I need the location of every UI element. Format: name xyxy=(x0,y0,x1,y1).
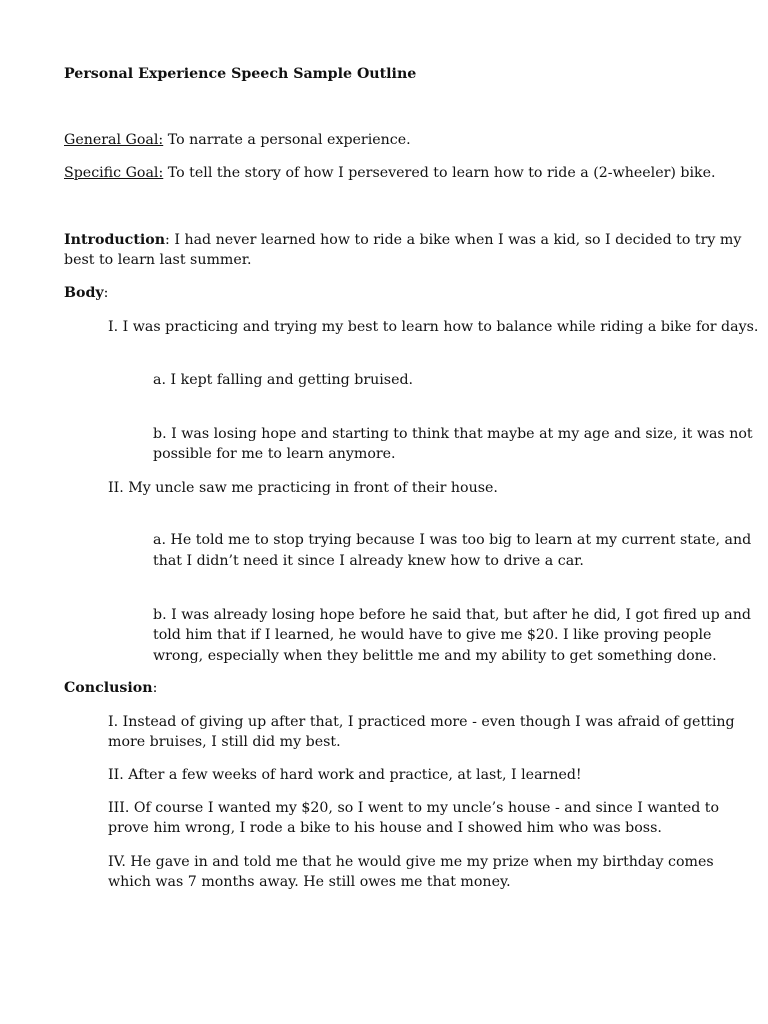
conclusion-colon: : xyxy=(152,680,158,696)
specific-goal-text: To tell the story of how I persevered to learn how to ride a (2-wheeler) bike. xyxy=(163,165,716,181)
general-goal xyxy=(64,130,411,150)
body-point-1-sub-a: a. I kept falling and getting bruised. xyxy=(153,372,414,388)
body-point-2-sub-a-line-1: a. He told me to stop trying because I was too big to learn at my current state, and xyxy=(153,532,752,548)
general-goal-text: To narrate a personal experience. xyxy=(163,132,411,148)
conclusion-item-4-line-1: IV. He gave in and told me that he would give me my prize when my birthday comes xyxy=(108,854,714,870)
introduction-text-1: : I had never learned how to ride a bike when I was a kid, so I decided to try my xyxy=(165,232,742,248)
conclusion-item-1-line-1: I. Instead of giving up after that, I practiced more - even though I was afraid of getting xyxy=(108,714,735,730)
body-point-2-sub-a-line-2: that I didn’t need it since I already knew how to drive a car. xyxy=(153,553,584,569)
body-point-1: I. I was practicing and trying my best to learn how to balance while riding a bike for days. xyxy=(108,319,759,335)
body-heading xyxy=(64,283,108,303)
body-point-2-sub-b-line-2: told him that if I learned, he would have to give me $20. I like proving people xyxy=(153,627,712,643)
page-title: Personal Experience Speech Sample Outline xyxy=(64,66,417,82)
conclusion-item-3-line-2: prove him wrong, I rode a bike to his house and I showed him who was boss. xyxy=(108,820,662,836)
general-goal-label: General Goal: xyxy=(64,132,164,148)
introduction-label: Introduction xyxy=(64,232,166,248)
body-point-1-sub-b-line-2: possible for me to learn anymore. xyxy=(153,446,396,462)
specific-goal-label: Specific Goal: xyxy=(64,165,164,181)
conclusion-item-1-line-2: more bruises, I still did my best. xyxy=(108,734,341,750)
conclusion-label: Conclusion xyxy=(64,680,153,696)
body-label: Body xyxy=(64,285,104,301)
body-point-1-sub-b-line-1: b. I was losing hope and starting to think that maybe at my age and size, it was not xyxy=(153,426,753,442)
conclusion-heading xyxy=(64,678,157,698)
conclusion-item-4-line-2: which was 7 months away. He still owes me that money. xyxy=(108,874,511,890)
conclusion-item-2: II. After a few weeks of hard work and practice, at last, I learned! xyxy=(108,767,582,783)
introduction-line-1 xyxy=(64,230,741,250)
body-colon: : xyxy=(103,285,109,301)
body-point-2-sub-b-line-3: wrong, especially when they belittle me and my ability to get something done. xyxy=(153,648,717,664)
body-point-2-sub-b-line-1: b. I was already losing hope before he said that, but after he did, I got fired up and xyxy=(153,607,751,623)
specific-goal xyxy=(64,163,716,183)
conclusion-item-3-line-1: III. Of course I wanted my $20, so I went to my uncle’s house - and since I wanted to xyxy=(108,800,720,816)
body-point-2: II. My uncle saw me practicing in front of their house. xyxy=(108,480,498,496)
introduction-line-2: best to learn last summer. xyxy=(64,252,252,268)
